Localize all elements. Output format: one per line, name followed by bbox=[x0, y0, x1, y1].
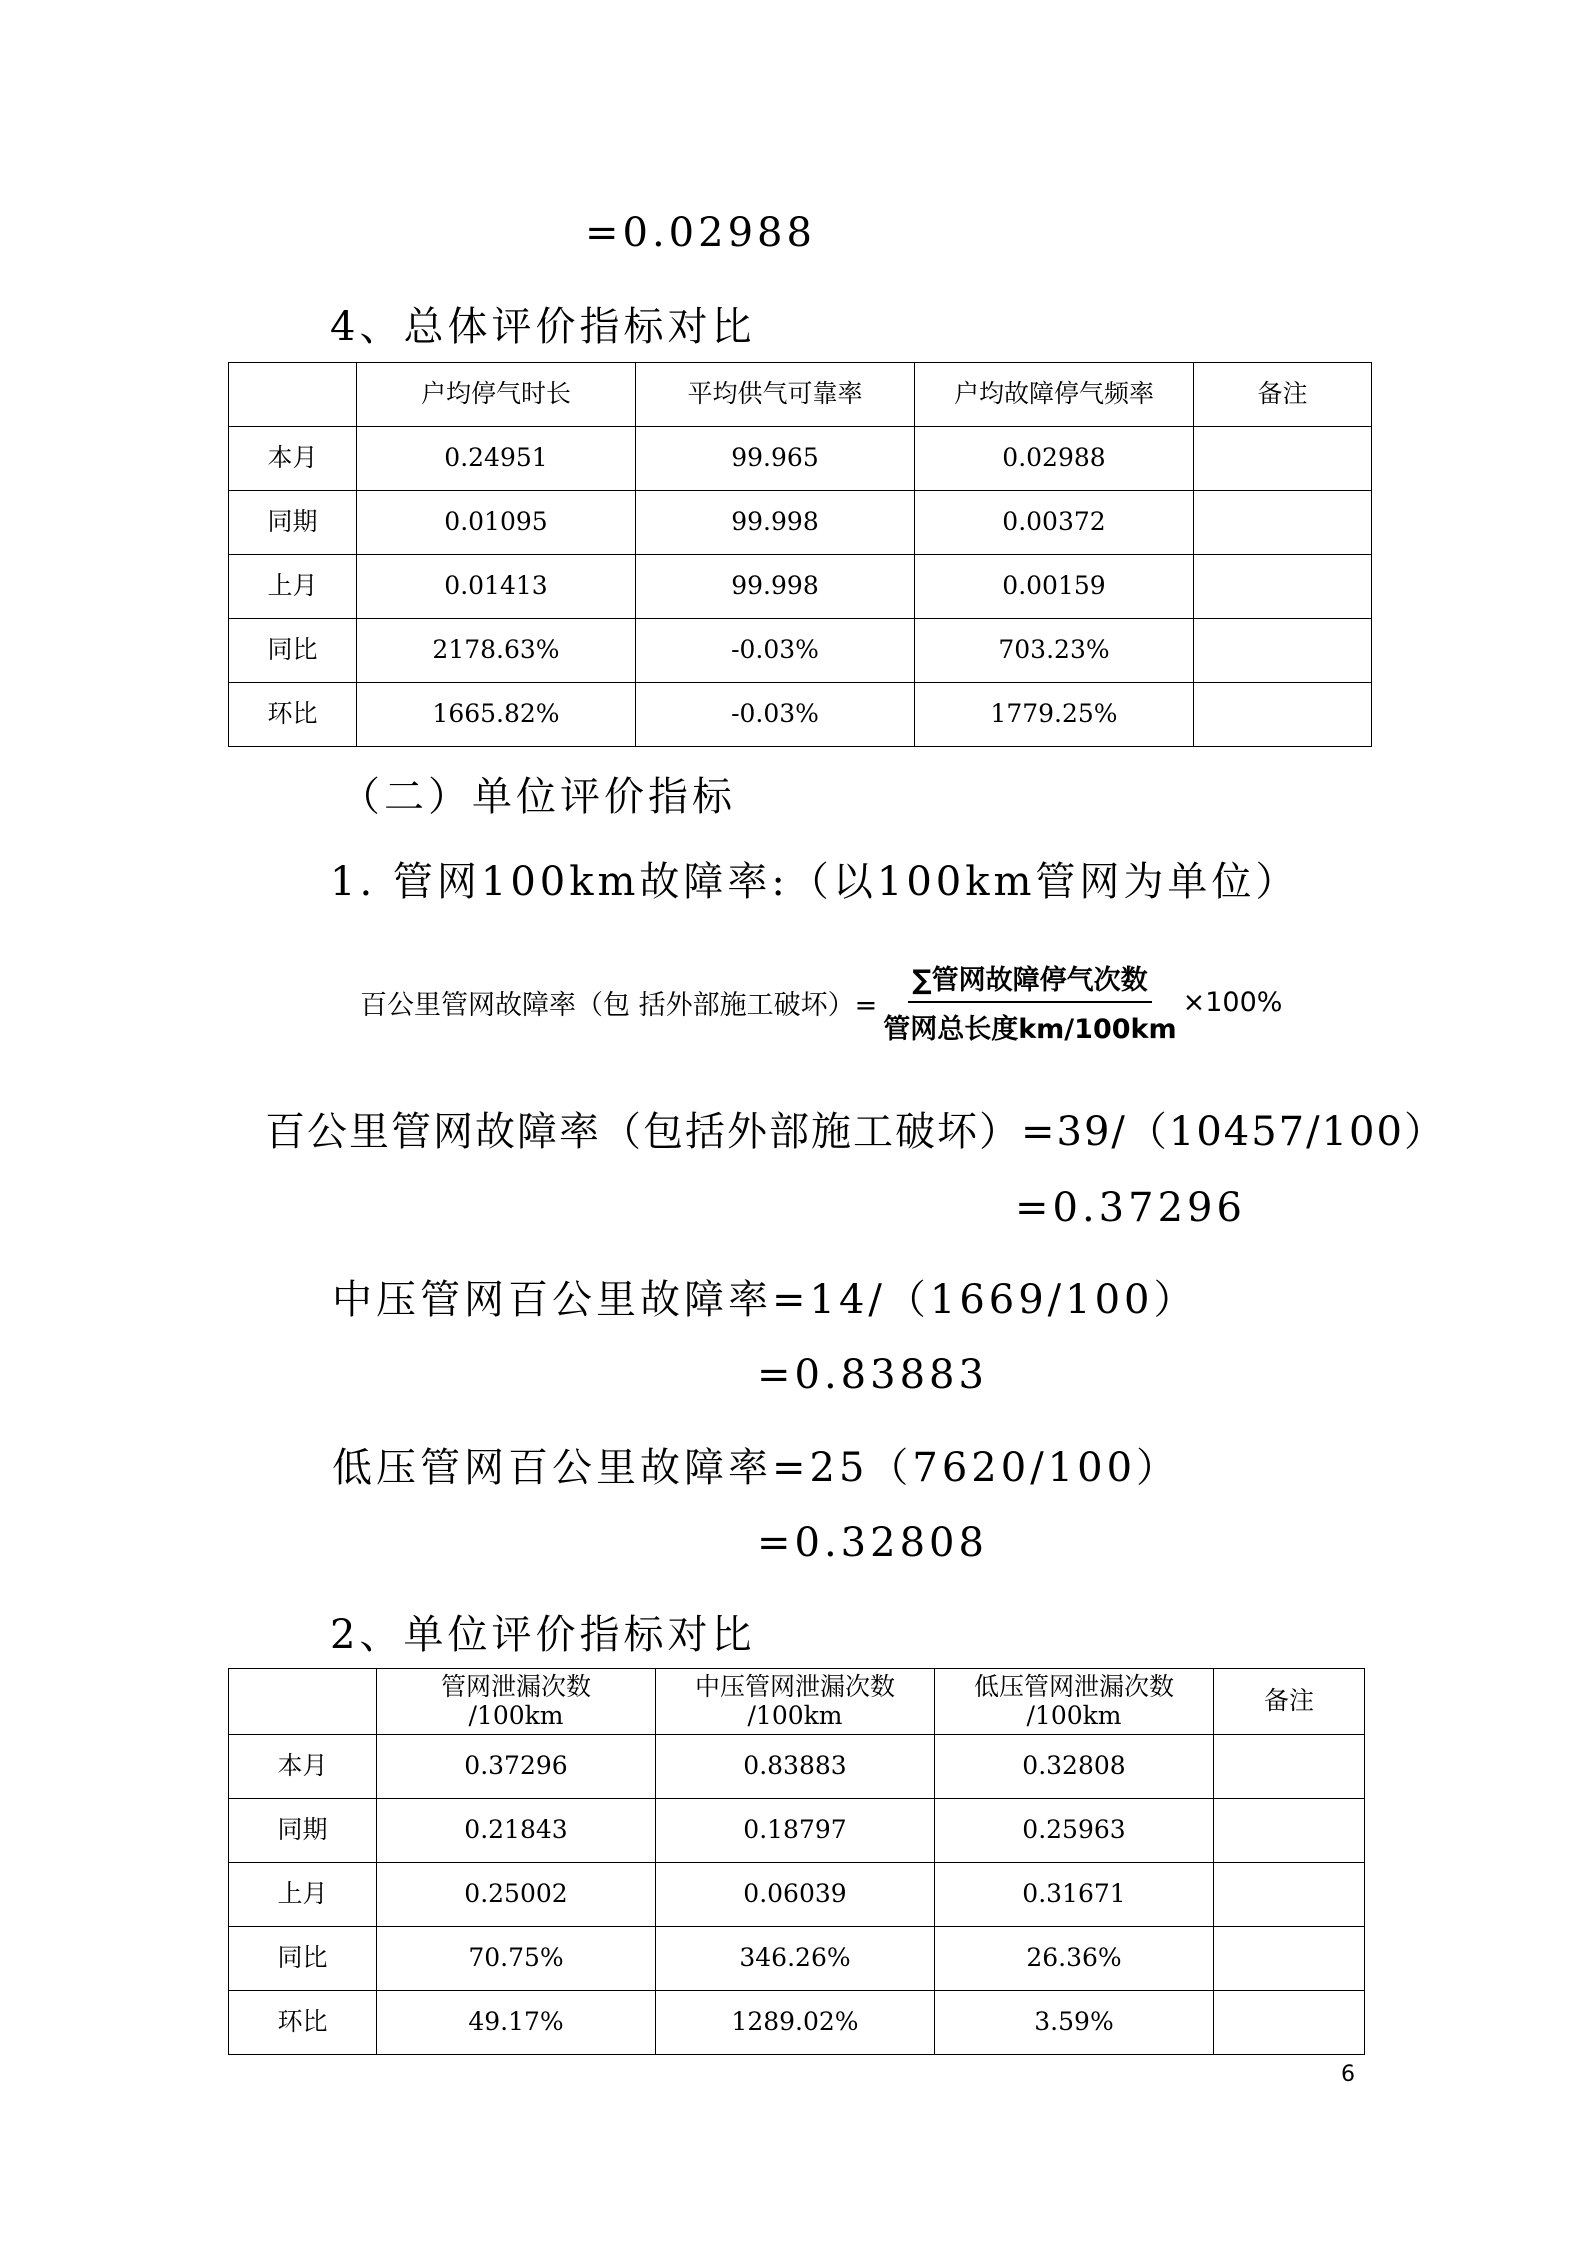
header-cell bbox=[229, 363, 357, 427]
header-cell: 户均故障停气频率 bbox=[915, 363, 1194, 427]
header-cell: 中压管网泄漏次数 /100km bbox=[656, 1669, 935, 1735]
table-cell: 99.965 bbox=[636, 427, 915, 491]
table-cell bbox=[1214, 1735, 1365, 1799]
table-cell: 49.17% bbox=[377, 1991, 656, 2055]
table-cell bbox=[1214, 1991, 1365, 2055]
formula-fraction bbox=[883, 958, 1176, 1046]
calc-total-line: 百公里管网故障率（包括外部施工破坏）=39/（10457/100） bbox=[265, 1109, 1446, 1155]
formula-suffix: ×100% bbox=[1182, 986, 1283, 1018]
table-cell: 0.01095 bbox=[357, 491, 636, 555]
table-cell: 1665.82% bbox=[357, 683, 636, 747]
table-cell: 0.01413 bbox=[357, 555, 636, 619]
table-cell: -0.03% bbox=[636, 619, 915, 683]
table-cell: 70.75% bbox=[377, 1927, 656, 1991]
table-cell bbox=[1214, 1863, 1365, 1927]
page-number: 6 bbox=[1341, 2062, 1355, 2087]
table-cell bbox=[1194, 555, 1372, 619]
formula-numerator: ∑管网故障停气次数 bbox=[908, 958, 1151, 1003]
table-cell: 0.00372 bbox=[915, 491, 1194, 555]
formula-left: 百公里管网故障率（包 括外部施工破坏）= bbox=[360, 989, 878, 1021]
row-label-cell: 本月 bbox=[229, 427, 357, 491]
table-cell: 99.998 bbox=[636, 491, 915, 555]
table-cell: 0.25002 bbox=[377, 1863, 656, 1927]
header-cell: 备注 bbox=[1194, 363, 1372, 427]
row-label-cell: 同比 bbox=[229, 1927, 377, 1991]
row-label-cell: 环比 bbox=[229, 683, 357, 747]
table-cell: 0.06039 bbox=[656, 1863, 935, 1927]
table-row bbox=[229, 1863, 1365, 1927]
row-label-cell: 上月 bbox=[229, 1863, 377, 1927]
table-cell: 0.00159 bbox=[915, 555, 1194, 619]
header-cell: 低压管网泄漏次数 /100km bbox=[935, 1669, 1214, 1735]
unit-indicator-table bbox=[228, 1668, 1365, 2055]
row-label-cell: 同期 bbox=[229, 491, 357, 555]
row-label-cell: 上月 bbox=[229, 555, 357, 619]
table-cell bbox=[1194, 683, 1372, 747]
table-cell: 0.83883 bbox=[656, 1735, 935, 1799]
table-cell: 0.32808 bbox=[935, 1735, 1214, 1799]
result-line-frequency: =0.02988 bbox=[585, 210, 816, 256]
header-cell bbox=[229, 1669, 377, 1735]
table-row bbox=[229, 683, 1372, 747]
table-cell: 2178.63% bbox=[357, 619, 636, 683]
header-cell: 户均停气时长 bbox=[357, 363, 636, 427]
heading-100km-fault-rate: 1. 管网100km故障率:（以100km管网为单位） bbox=[330, 859, 1300, 905]
table-row bbox=[229, 427, 1372, 491]
table-cell: 26.36% bbox=[935, 1927, 1214, 1991]
table-row bbox=[229, 1735, 1365, 1799]
heading-unit-comparison: 2、单位评价指标对比 bbox=[330, 1612, 756, 1658]
table-row bbox=[229, 555, 1372, 619]
table-cell: 703.23% bbox=[915, 619, 1194, 683]
header-cell: 平均供气可靠率 bbox=[636, 363, 915, 427]
table-cell: 0.02988 bbox=[915, 427, 1194, 491]
table-cell: 0.21843 bbox=[377, 1799, 656, 1863]
table-cell: 0.37296 bbox=[377, 1735, 656, 1799]
table-row bbox=[229, 619, 1372, 683]
calc-total-result: =0.37296 bbox=[1015, 1185, 1246, 1231]
calc-medium-result: =0.83883 bbox=[757, 1352, 988, 1398]
row-label-cell: 本月 bbox=[229, 1735, 377, 1799]
overall-indicator-table bbox=[228, 362, 1372, 747]
table-cell bbox=[1194, 427, 1372, 491]
calc-low-line: 低压管网百公里故障率=25（7620/100） bbox=[332, 1445, 1181, 1491]
table-cell: 3.59% bbox=[935, 1991, 1214, 2055]
header-cell: 管网泄漏次数 /100km bbox=[377, 1669, 656, 1735]
table-cell: 0.25963 bbox=[935, 1799, 1214, 1863]
table-row bbox=[229, 1991, 1365, 2055]
table-cell: 1289.02% bbox=[656, 1991, 935, 2055]
table-cell: 1779.25% bbox=[915, 683, 1194, 747]
header-cell: 备注 bbox=[1214, 1669, 1365, 1735]
table-cell bbox=[1214, 1799, 1365, 1863]
table-cell: -0.03% bbox=[636, 683, 915, 747]
fault-rate-formula bbox=[360, 962, 1283, 1045]
table-cell: 0.31671 bbox=[935, 1863, 1214, 1927]
table-header-row bbox=[229, 363, 1372, 427]
table-row bbox=[229, 1927, 1365, 1991]
heading-unit-indicators: （二）单位评价指标 bbox=[340, 774, 736, 820]
table-row bbox=[229, 491, 1372, 555]
table-row bbox=[229, 1799, 1365, 1863]
calc-medium-line: 中压管网百公里故障率=14/（1669/100） bbox=[332, 1277, 1198, 1323]
table-cell: 0.18797 bbox=[656, 1799, 935, 1863]
table-cell bbox=[1194, 491, 1372, 555]
row-label-cell: 环比 bbox=[229, 1991, 377, 2055]
table-header-row bbox=[229, 1669, 1365, 1735]
row-label-cell: 同比 bbox=[229, 619, 357, 683]
calc-low-result: =0.32808 bbox=[757, 1520, 988, 1566]
formula-denominator: 管网总长度km/100km bbox=[883, 1014, 1177, 1045]
table-cell: 99.998 bbox=[636, 555, 915, 619]
row-label-cell: 同期 bbox=[229, 1799, 377, 1863]
table-cell bbox=[1194, 619, 1372, 683]
table-cell: 346.26% bbox=[656, 1927, 935, 1991]
table-cell bbox=[1214, 1927, 1365, 1991]
table-cell: 0.24951 bbox=[357, 427, 636, 491]
heading-overall-comparison: 4、总体评价指标对比 bbox=[330, 304, 756, 350]
